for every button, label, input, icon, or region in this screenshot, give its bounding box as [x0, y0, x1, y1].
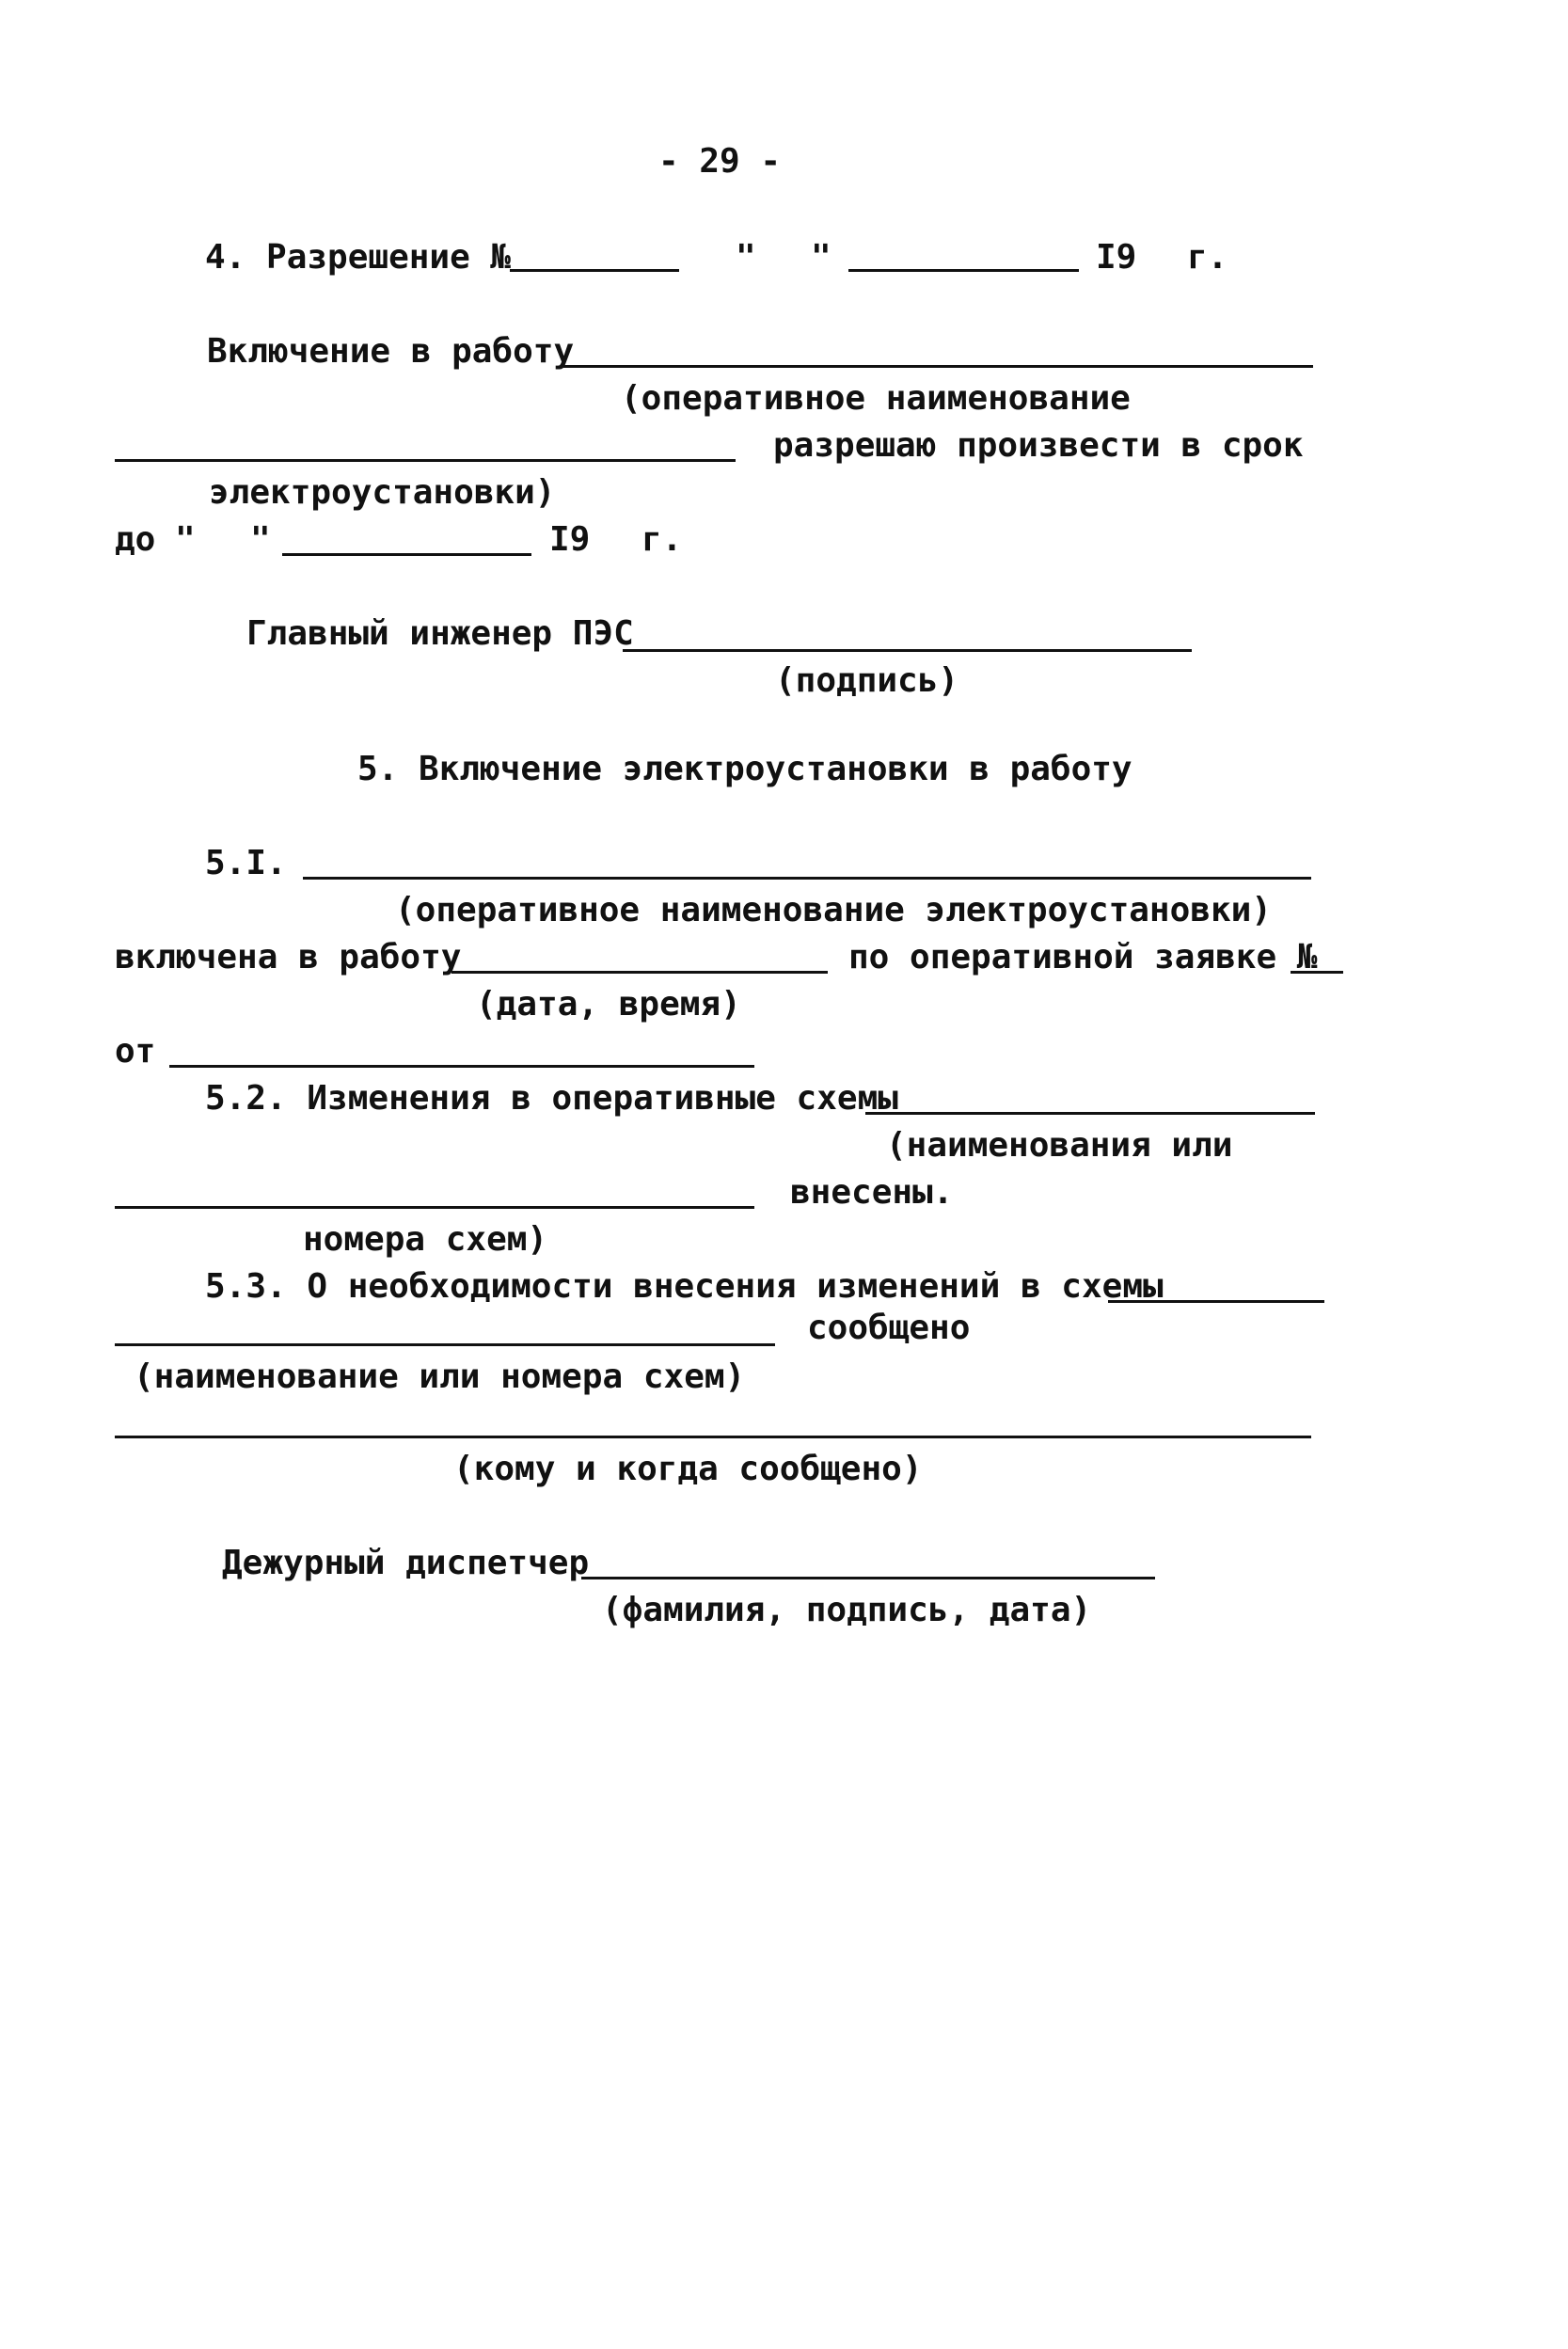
item3-recipient-field[interactable]	[115, 1436, 1311, 1438]
dispatcher-hint: (фамилия, подпись, дата)	[602, 1591, 1092, 1629]
inclusion-name-field-2[interactable]	[115, 459, 736, 462]
permission-number-field[interactable]	[510, 269, 679, 272]
section5-title: 5. Включение электроустановки в работу	[357, 750, 1132, 788]
page-number: - 29 -	[658, 142, 782, 181]
until-year-prefix: I9	[549, 520, 591, 559]
permit-text: разрешаю произвести в срок	[773, 426, 1304, 465]
item2-hint-2: номера схем)	[303, 1220, 548, 1259]
item2-schemes-field[interactable]	[865, 1112, 1315, 1115]
inclusion-label: Включение в работу	[207, 332, 575, 371]
until-year-suffix: г.	[641, 520, 683, 559]
hint-operational-name-2: электроустановки)	[209, 473, 556, 512]
item3-label: 5.3. О необходимости внесения изменений в схемы	[205, 1267, 1164, 1306]
until-date-field[interactable]	[282, 553, 531, 556]
item1-label: 5.I.	[205, 844, 287, 882]
item2-made: внесены.	[790, 1173, 954, 1212]
included-datetime-field[interactable]	[451, 971, 828, 974]
from-date-field[interactable]	[169, 1065, 754, 1068]
item1-hint: (оперативное наименование электроустановки)	[395, 891, 1272, 929]
hint-operational-name-1: (оперативное наименование	[621, 379, 1131, 418]
item2-hint-1: (наименования или	[886, 1126, 1233, 1165]
item2-label: 5.2. Изменения в оперативные схемы	[205, 1079, 898, 1118]
until-label: до	[115, 520, 156, 559]
request-number-field[interactable]	[1291, 971, 1343, 974]
permission-date-field[interactable]	[848, 269, 1079, 272]
dispatcher-label: Дежурный диспетчер	[222, 1544, 590, 1582]
permission-label: 4. Разрешение №	[205, 238, 512, 277]
permission-year-suffix: г.	[1187, 238, 1228, 277]
item3-schemes-field-2[interactable]	[115, 1343, 775, 1346]
included-label: включена в работу	[115, 938, 462, 976]
hint-date-time: (дата, время)	[476, 985, 741, 1024]
until-quote-close: "	[250, 520, 271, 559]
item3-schemes-field[interactable]	[1108, 1300, 1324, 1303]
item3-hint-2: (кому и когда сообщено)	[453, 1450, 923, 1488]
inclusion-name-field[interactable]	[561, 365, 1313, 368]
from-label: от	[115, 1032, 156, 1071]
item3-hint-1: (наименование или номера схем)	[134, 1357, 746, 1396]
hint-signature: (подпись)	[775, 661, 959, 700]
dispatcher-signature-field[interactable]	[581, 1577, 1155, 1579]
by-request-label: по оперативной заявке №	[848, 938, 1318, 976]
date-quote-close: "	[811, 238, 832, 277]
date-quote-open: "	[736, 238, 756, 277]
chief-engineer-signature-field[interactable]	[623, 649, 1192, 652]
item3-reported: сообщено	[807, 1309, 971, 1347]
item1-name-field[interactable]	[303, 877, 1311, 880]
permission-year-prefix: I9	[1096, 238, 1137, 277]
until-quote-open: "	[175, 520, 196, 559]
item2-schemes-field-2[interactable]	[115, 1206, 754, 1209]
chief-engineer-label: Главный инженер ПЭС	[246, 614, 634, 653]
